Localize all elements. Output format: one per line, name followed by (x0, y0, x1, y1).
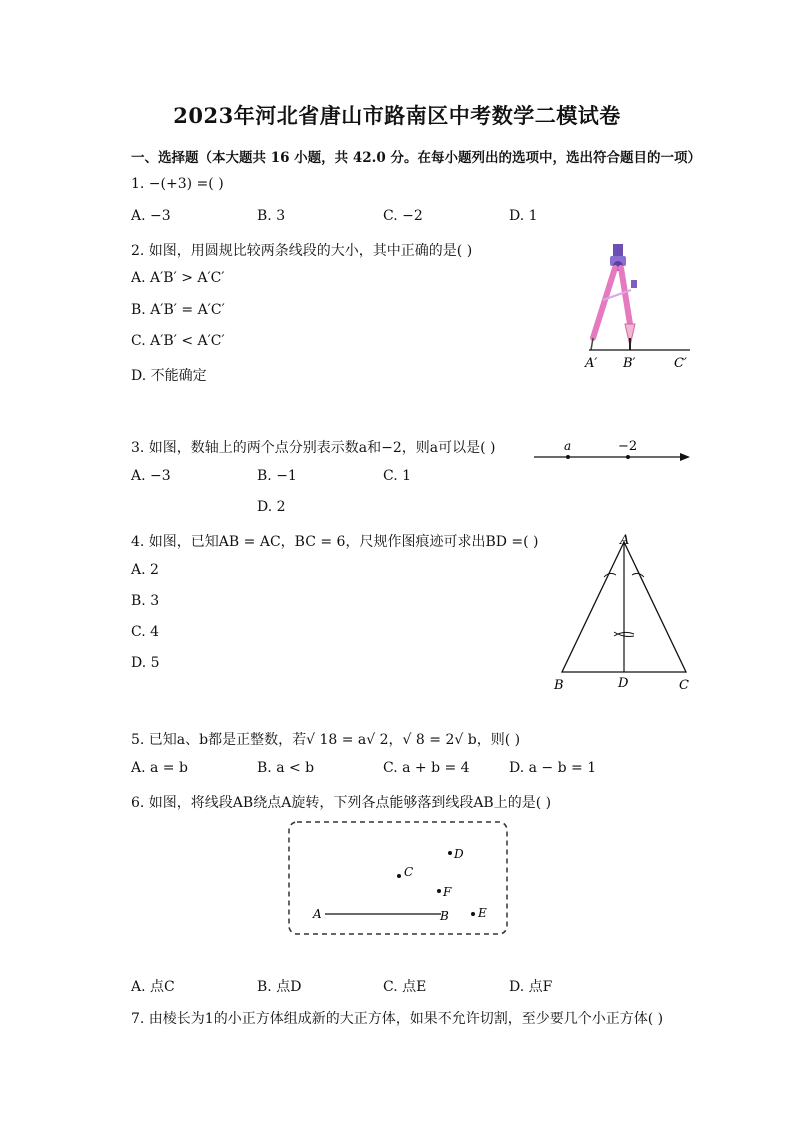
q5-option-b: B. a < b (257, 760, 315, 776)
question-5-stem: 5. 已知a、b都是正整数，若√ 18 = a√ 2，√ 8 = 2√ b，则( ) (131, 732, 521, 748)
label-d: D (454, 847, 464, 861)
section-heading: 一、选择题（本大题共 16 小题，共 42.0 分。在每小题列出的选项中，选出符合题目的一项） (131, 150, 701, 166)
point-c (397, 874, 401, 878)
q3-option-c: C. 1 (383, 468, 412, 484)
q6-option-b: B. 点D (257, 979, 302, 995)
point-e (471, 912, 475, 916)
rotation-figure (283, 816, 513, 940)
compass-icon (591, 244, 637, 350)
question-1-stem: 1. −(+3) =( ) (131, 176, 224, 192)
page-title: 2023年河北省唐山市路南区中考数学二模试卷 (173, 103, 621, 128)
dashed-frame (289, 822, 507, 934)
point-a (566, 455, 570, 459)
label-e: E (478, 906, 487, 920)
question-4-stem: 4. 如图，已知AB = AC，BC = 6，尺规作图痕迹可求出BD =( ) (131, 534, 539, 550)
q4-option-c: C. 4 (131, 624, 160, 640)
question-3-stem: 3. 如图，数轴上的两个点分别表示数a和−2，则a可以是( ) (131, 440, 496, 456)
q6-option-a: A. 点C (131, 979, 175, 995)
q2-option-b: B. A′B′ = A′C′ (131, 302, 225, 318)
q5-option-c: C. a + b = 4 (383, 760, 470, 776)
label-a: a (564, 439, 572, 453)
label-a-prime: A′ (585, 356, 598, 371)
question-2-stem: 2. 如图，用圆规比较两条线段的大小，其中正确的是( ) (131, 243, 473, 259)
point-f (437, 889, 441, 893)
q2-option-d: D. 不能确定 (131, 368, 207, 384)
axis-arrow-icon (680, 453, 690, 461)
label-a: A (313, 907, 322, 921)
q5-option-a: A. a = b (131, 760, 188, 776)
compass-figure (575, 238, 695, 373)
number-line-figure (530, 436, 695, 466)
label-vertex-c: C (679, 678, 689, 693)
label-minus-2: −2 (618, 439, 638, 454)
q6-option-d: D. 点F (509, 979, 553, 995)
label-b: B (440, 909, 449, 923)
q1-option-a: A. −3 (131, 208, 171, 224)
arc-mark-left (604, 573, 616, 577)
q6-option-c: C. 点E (383, 979, 427, 995)
q4-option-d: D. 5 (131, 655, 160, 671)
arc-mark-right (632, 573, 644, 577)
label-c: C (404, 865, 414, 879)
q4-option-a: A. 2 (131, 562, 159, 578)
q1-option-d: D. 1 (509, 208, 538, 224)
label-f: F (443, 885, 452, 899)
point-minus-2 (626, 455, 630, 459)
q5-option-d: D. a − b = 1 (509, 760, 597, 776)
q3-option-b: B. −1 (257, 468, 297, 484)
label-vertex-a: A (620, 533, 630, 548)
label-b-prime: B′ (623, 356, 636, 371)
point-d (448, 851, 452, 855)
q2-option-c: C. A′B′ < A′C′ (131, 333, 225, 349)
q1-option-b: B. 3 (257, 208, 286, 224)
q4-option-b: B. 3 (131, 593, 160, 609)
question-7-stem: 7. 由棱长为1的小正方体组成新的大正方体，如果不允许切割，至少要几个小正方体( ) (131, 1011, 664, 1027)
question-6-stem: 6. 如图，将线段AB绕点A旋转，下列各点能够落到线段AB上的是( ) (131, 795, 552, 811)
q1-option-c: C. −2 (383, 208, 423, 224)
label-point-d: D (618, 676, 629, 691)
triangle-figure (548, 530, 698, 695)
label-c-prime: C′ (674, 356, 687, 371)
label-vertex-b: B (554, 678, 564, 693)
q2-option-a: A. A′B′ > A′C′ (131, 270, 225, 286)
q3-option-a: A. −3 (131, 468, 171, 484)
q3-option-d: D. 2 (257, 499, 286, 515)
